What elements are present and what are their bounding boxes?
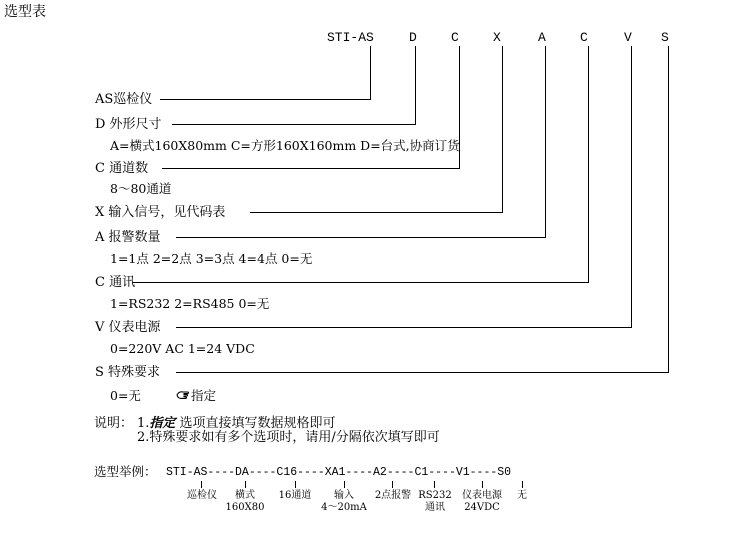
example-annotation-4: 输入 4～20mA	[321, 490, 367, 513]
row-detail-s-prefix: 0=无	[110, 388, 141, 403]
example-annotation-7: 仪表电源 24VDC	[462, 490, 502, 513]
example-annotation-5: 2点报警	[374, 490, 412, 501]
code-part-c2: C	[580, 30, 588, 45]
page-title: 选型表	[4, 4, 46, 20]
code-part-s: S	[661, 30, 669, 45]
row-label-as: AS巡检仪	[95, 92, 153, 107]
row-label-d: D 外形尺寸	[95, 117, 162, 132]
notes-heading: 说明：	[94, 416, 134, 431]
example-annotation-6: RS232 通讯	[418, 490, 452, 513]
row-label-x: X 输入信号，见代码表	[95, 205, 226, 220]
example-code: STI-AS----DA----C16----XA1----A2----C1----V1----S0	[166, 466, 512, 479]
row-detail-v: 0=220V AC 1=24 VDC	[110, 341, 255, 356]
row-detail-c: 8～80通道	[110, 181, 172, 196]
code-part-sti-as: STI-AS	[327, 30, 374, 45]
example-annotation-3: 16通道	[278, 490, 312, 501]
row-detail-a: 1=1点 2=2点 3=3点 4=4点 0=无	[110, 251, 313, 266]
row-detail-s-suffix: 指定	[191, 388, 217, 403]
row-label-v: V 仪表电源	[95, 320, 161, 335]
code-part-d: D	[409, 30, 417, 45]
code-part-c: C	[451, 30, 459, 45]
example-annotation-1: 巡检仪	[187, 490, 217, 501]
row-detail-d: A=横式160X80mm C=方形160X160mm D=台式,协商订货	[110, 138, 460, 153]
row-label-c2: C 通讯	[95, 275, 136, 290]
example-label: 选型举例：	[94, 465, 157, 479]
example-annotation-2: 横式 160X80	[225, 490, 265, 513]
code-part-x: X	[493, 30, 501, 45]
row-label-c: C 通道数	[95, 161, 149, 176]
notes-line1: 1.指定 选项直接填写数据规格即可	[137, 416, 336, 431]
notes-line2: 2.特殊要求如有多个选项时，请用/分隔依次填写即可	[137, 430, 440, 445]
row-label-a: A 报警数量	[95, 230, 161, 245]
row-label-s: S 特殊要求	[95, 365, 161, 380]
code-part-v: V	[624, 30, 632, 45]
code-part-a: A	[538, 30, 546, 45]
example-annotation-8: 无	[517, 490, 527, 501]
row-detail-c2: 1=RS232 2=RS485 0=无	[110, 296, 270, 311]
